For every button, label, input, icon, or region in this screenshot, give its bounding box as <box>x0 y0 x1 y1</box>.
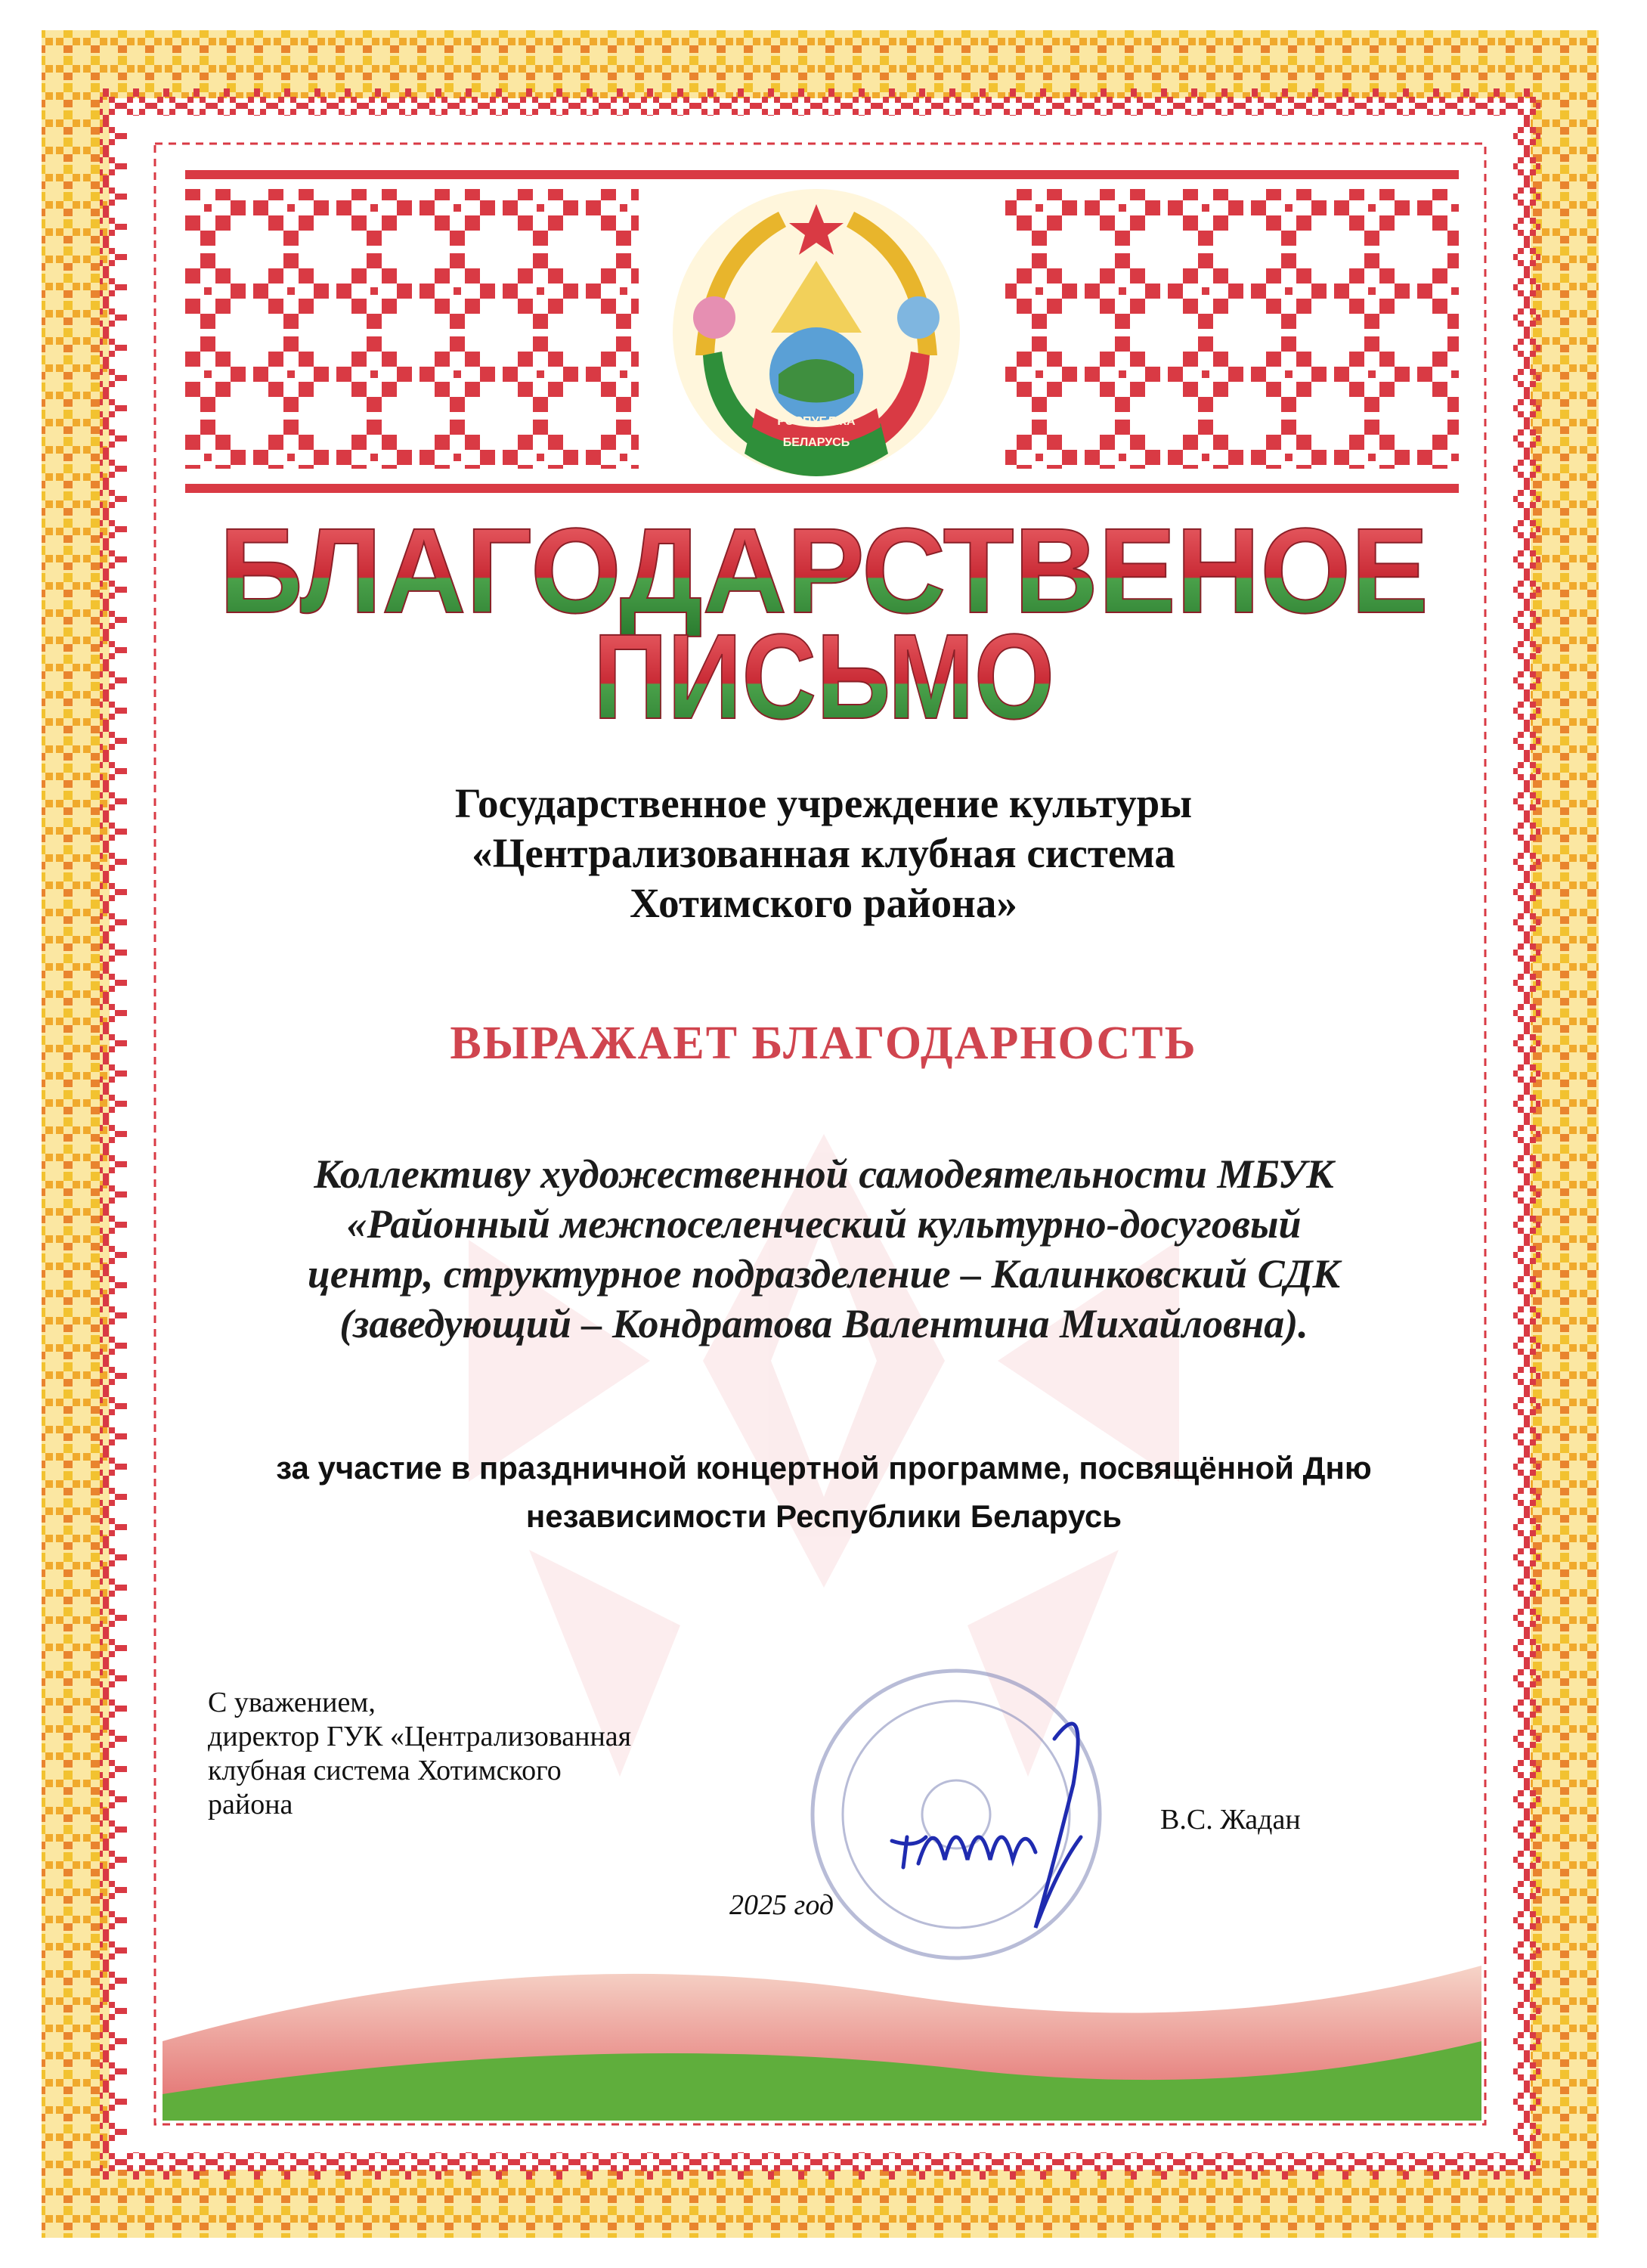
recipient-line-1: Коллективу художественной самодеятельности МБУК <box>314 1151 1334 1197</box>
recipient-text <box>189 1149 1459 1349</box>
signature-line-1: С уважением, <box>208 1687 376 1718</box>
emblem-text-bottom: БЕЛАРУСЬ <box>782 436 850 449</box>
organization-line-1: Государственное учреждение культуры <box>454 780 1193 826</box>
signature-line-2: директор ГУК «Централизованная <box>208 1721 632 1752</box>
emblem-text-top: РЭСПУБЛІКА <box>777 415 856 428</box>
recipient-line-4: (заведующий – Кондратова Валентина Михайловна). <box>339 1301 1308 1346</box>
organization-name <box>0 779 1647 928</box>
recipient-line-3: центр, структурное подразделение – Калинковский СДК <box>307 1251 1341 1297</box>
organization-line-2: «Централизованная клубная система <box>472 830 1175 876</box>
signature-line-4: района <box>208 1789 293 1820</box>
national-emblem <box>673 189 960 476</box>
signature-block <box>208 1686 782 1822</box>
recipient-line-2: «Районный межпоселенческий культурно-досуговый <box>346 1201 1302 1247</box>
reason-line-2: независимости Республики Беларусь <box>525 1498 1122 1534</box>
title-line-2: ПИСЬМО <box>593 609 1054 744</box>
organization-line-3: Хотимского района» <box>630 880 1017 926</box>
reason-line-1: за участие в праздничной концертной программе, посвящённой Дню <box>276 1450 1372 1486</box>
title-line-1: БЛАГОДАРСТВЕНОЕ <box>219 503 1429 638</box>
document-year: 2025 год <box>729 1889 834 1921</box>
signer-name: В.С. Жадан <box>1160 1804 1301 1836</box>
reason-text <box>189 1444 1459 1541</box>
signature-line-3: клубная система Хотимского <box>208 1755 562 1786</box>
expresses-gratitude-heading: ВЫРАЖАЕТ БЛАГОДАРНОСТЬ <box>450 1018 1197 1069</box>
